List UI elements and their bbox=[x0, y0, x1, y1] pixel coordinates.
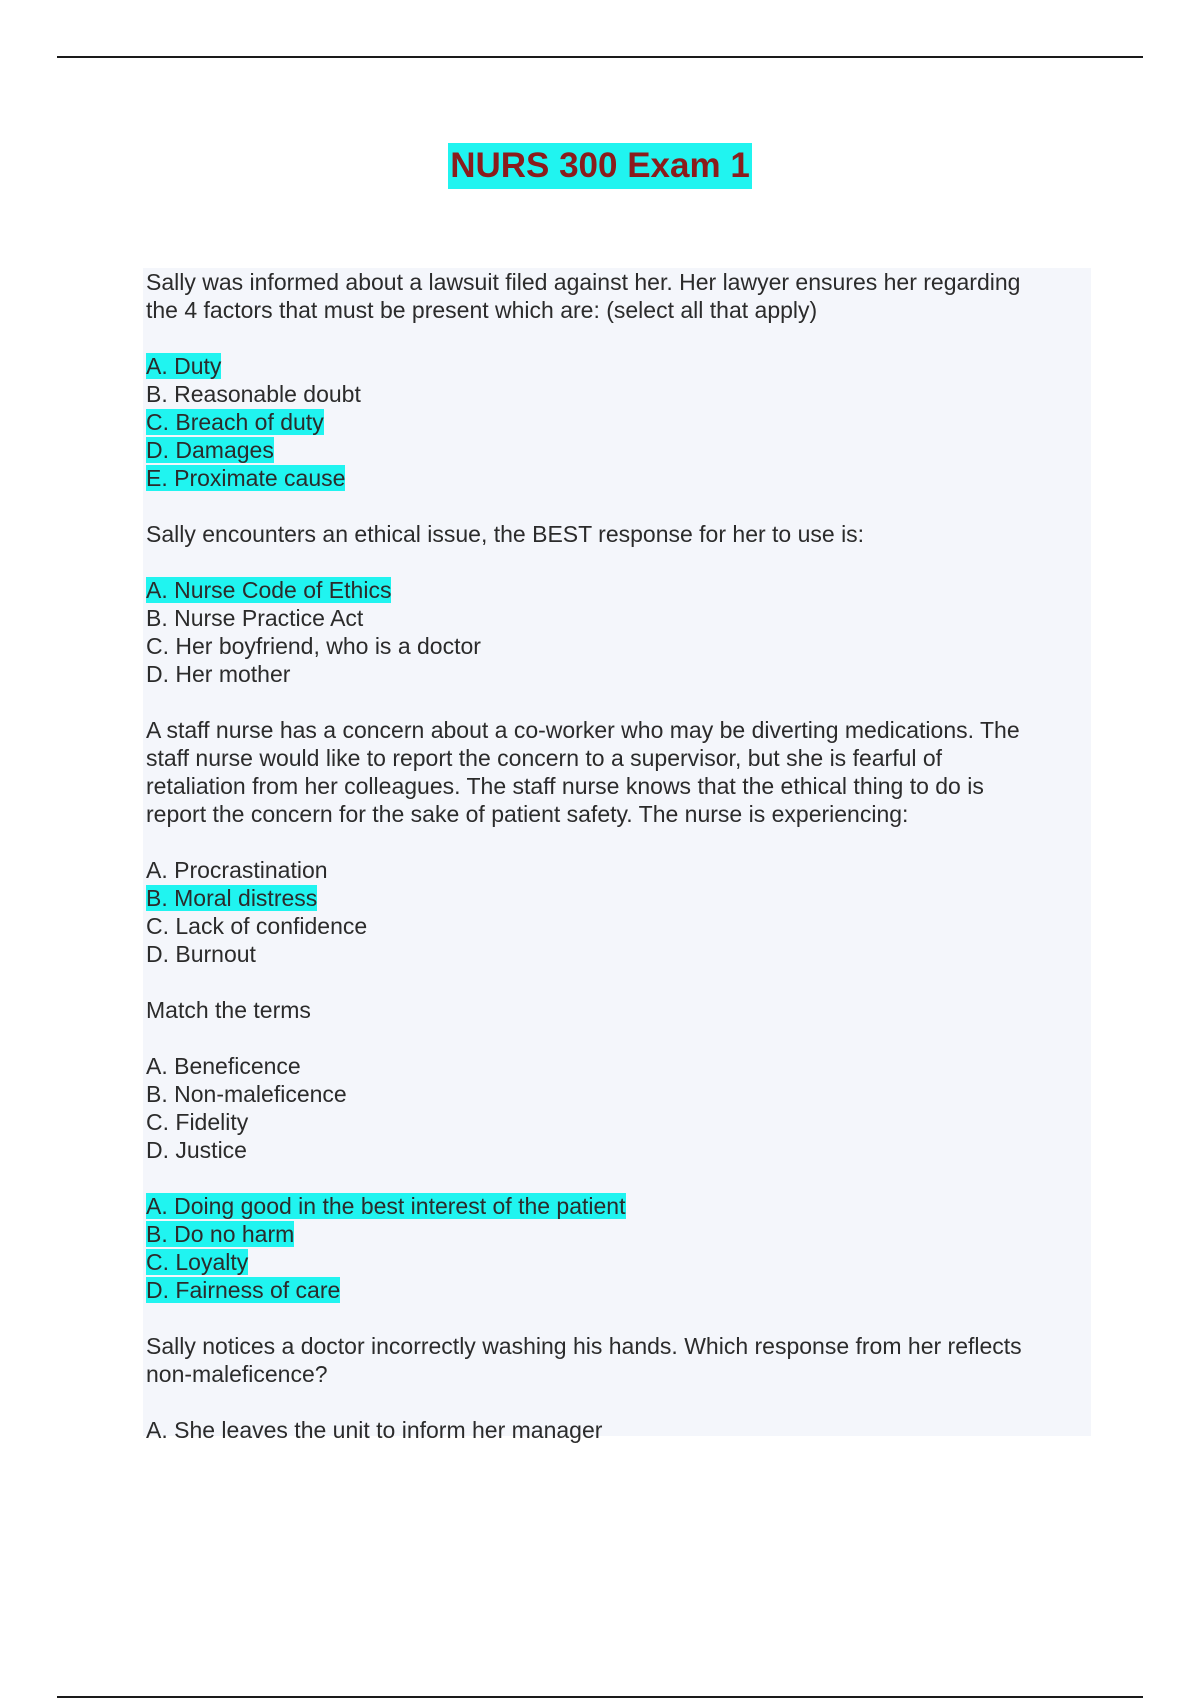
stem-line: the 4 factors that must be present which are: (select all that apply) bbox=[146, 297, 818, 323]
option-a-correct: A. Duty bbox=[146, 353, 222, 379]
top-rule bbox=[57, 56, 1143, 58]
question-3 bbox=[146, 716, 1091, 968]
term-d: D. Justice bbox=[146, 1137, 247, 1163]
question-4-terms bbox=[146, 1052, 1091, 1164]
option-c: C. Lack of confidence bbox=[146, 913, 368, 939]
answer-a-correct: A. Doing good in the best interest of the patient bbox=[146, 1193, 626, 1219]
option-b-correct: B. Moral distress bbox=[146, 885, 318, 911]
exam-content bbox=[143, 268, 1091, 1443]
option-a: A. Procrastination bbox=[146, 857, 328, 883]
option-b: B. Nurse Practice Act bbox=[146, 605, 364, 631]
question-3-options bbox=[146, 856, 1091, 968]
option-c: C. Her boyfriend, who is a doctor bbox=[146, 633, 481, 659]
question-1 bbox=[146, 268, 1091, 492]
stem-line: staff nurse would like to report the concern to a supervisor, but she is fearful of bbox=[146, 745, 943, 771]
question-4 bbox=[146, 996, 1091, 1304]
question-3-stem bbox=[146, 716, 1091, 828]
question-2 bbox=[146, 520, 1091, 688]
page-title: NURS 300 Exam 1 bbox=[448, 143, 752, 189]
stem-line: Sally encounters an ethical issue, the BEST response for her to use is: bbox=[146, 521, 865, 547]
question-2-stem bbox=[146, 520, 1091, 548]
answer-c-correct: C. Loyalty bbox=[146, 1249, 249, 1275]
option-e-correct: E. Proximate cause bbox=[146, 465, 346, 491]
option-d: D. Burnout bbox=[146, 941, 256, 967]
title-wrap bbox=[0, 143, 1200, 189]
option-b: B. Reasonable doubt bbox=[146, 381, 361, 407]
question-1-options bbox=[146, 352, 1091, 492]
answer-d-correct: D. Fairness of care bbox=[146, 1277, 341, 1303]
stem-line: Sally was informed about a lawsuit filed against her. Her lawyer ensures her regarding bbox=[146, 269, 1021, 295]
option-a-correct: A. Nurse Code of Ethics bbox=[146, 577, 392, 603]
bottom-rule bbox=[57, 1696, 1143, 1698]
option-a: A. She leaves the unit to inform her manager bbox=[146, 1417, 603, 1443]
question-5 bbox=[146, 1332, 1091, 1444]
question-5-options bbox=[146, 1416, 1091, 1444]
option-d-correct: D. Damages bbox=[146, 437, 274, 463]
term-a: A. Beneficence bbox=[146, 1053, 301, 1079]
stem-line: A staff nurse has a concern about a co-worker who may be diverting medications. The bbox=[146, 717, 1020, 743]
stem-line: Match the terms bbox=[146, 997, 311, 1023]
question-5-stem bbox=[146, 1332, 1091, 1388]
stem-line: retaliation from her colleagues. The staff nurse knows that the ethical thing to do is bbox=[146, 773, 984, 799]
term-b: B. Non-maleficence bbox=[146, 1081, 347, 1107]
question-4-answers bbox=[146, 1192, 1091, 1304]
option-c-correct: C. Breach of duty bbox=[146, 409, 324, 435]
term-c: C. Fidelity bbox=[146, 1109, 249, 1135]
question-1-stem bbox=[146, 268, 1091, 324]
stem-line: report the concern for the sake of patient safety. The nurse is experiencing: bbox=[146, 801, 909, 827]
question-2-options bbox=[146, 576, 1091, 688]
option-d: D. Her mother bbox=[146, 661, 291, 687]
answer-b-correct: B. Do no harm bbox=[146, 1221, 295, 1247]
stem-line: Sally notices a doctor incorrectly washing his hands. Which response from her reflects bbox=[146, 1333, 1022, 1359]
stem-line: non-maleficence? bbox=[146, 1361, 328, 1387]
question-4-stem bbox=[146, 996, 1091, 1024]
